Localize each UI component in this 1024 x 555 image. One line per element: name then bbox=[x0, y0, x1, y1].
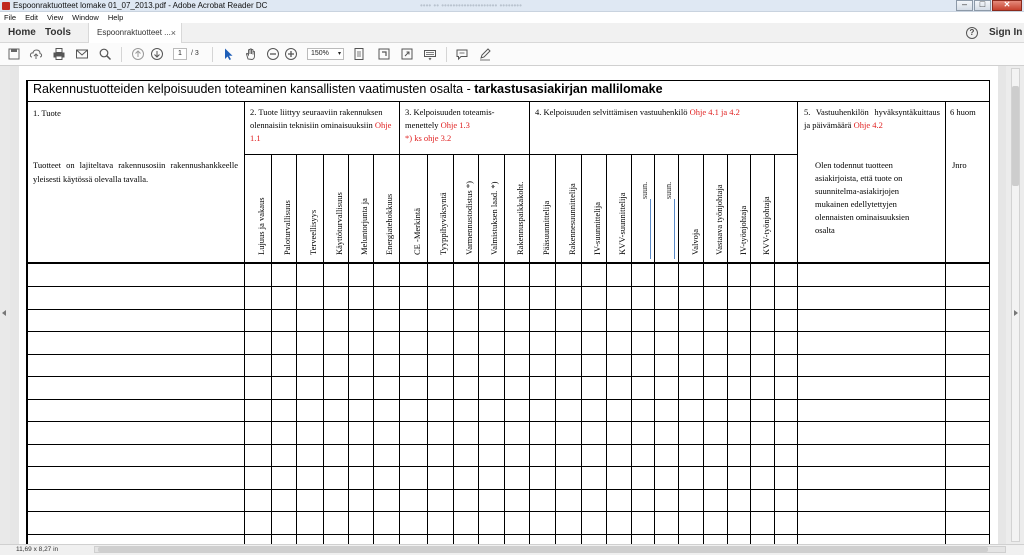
expand-left-panel-icon[interactable] bbox=[2, 310, 6, 316]
col4-label: IV-suunnittelija bbox=[591, 201, 602, 255]
row-line bbox=[27, 376, 990, 377]
row-line bbox=[27, 331, 990, 332]
col2-label: Käyttöturvallisuus bbox=[333, 192, 344, 255]
col4-label: suun. bbox=[664, 181, 673, 199]
menu-help[interactable]: Help bbox=[107, 13, 124, 22]
toolbar-separator bbox=[446, 47, 447, 62]
col3-label: Varmennustodistus *) bbox=[463, 181, 474, 255]
row-line bbox=[27, 444, 990, 445]
col2-label: Energiatehokkuus bbox=[383, 193, 394, 255]
col2-header bbox=[250, 106, 395, 145]
horizontal-scrollbar-thumb[interactable] bbox=[98, 547, 988, 552]
close-tab-icon[interactable]: × bbox=[170, 28, 176, 38]
col6-body: Jnro bbox=[952, 160, 967, 170]
col4-label: suun. bbox=[640, 181, 649, 199]
menu-view[interactable]: View bbox=[47, 13, 64, 22]
col4-label: Rakennesuunnittelija bbox=[566, 183, 577, 255]
header-divider-line bbox=[244, 154, 797, 155]
fit-page-icon[interactable] bbox=[352, 47, 366, 61]
col5-body: Olen todennut tuotteen asiakirjoista, että tuote on suunnitelma-asiakirjojen mukainen edellytettyjen olennaisten ominaisuuksien osalta bbox=[815, 160, 910, 235]
col5-header bbox=[804, 106, 940, 132]
acrobat-app-icon bbox=[2, 2, 10, 10]
vertical-scrollbar-thumb[interactable] bbox=[1012, 86, 1019, 186]
col1-header: 1. Tuote bbox=[33, 108, 61, 118]
column-divider bbox=[244, 102, 245, 544]
row-line bbox=[27, 421, 990, 422]
minimize-button[interactable] bbox=[956, 0, 973, 11]
menu-window[interactable]: Window bbox=[72, 13, 99, 22]
close-window-button[interactable] bbox=[992, 0, 1022, 11]
select-cursor-icon[interactable] bbox=[221, 47, 235, 61]
col3-header bbox=[405, 106, 525, 145]
full-screen-icon[interactable] bbox=[400, 47, 414, 61]
subcolumn-divider bbox=[654, 154, 655, 544]
frame-left-line bbox=[27, 80, 28, 544]
zoom-level-value: 150% bbox=[311, 50, 329, 57]
row-line bbox=[27, 489, 990, 490]
col5-header-text: 5. Vastuuhenkilön hyväksyntäkuittaus ja päivämäärä bbox=[804, 107, 940, 130]
save-icon[interactable] bbox=[7, 47, 21, 61]
maximize-button[interactable] bbox=[974, 0, 991, 11]
toolbar bbox=[0, 43, 1024, 66]
minimize-icon: – bbox=[961, 0, 967, 9]
close-icon: ✕ bbox=[1003, 0, 1011, 9]
col4-label: Vastaava työnjohtaja bbox=[713, 184, 724, 255]
column-divider bbox=[945, 102, 946, 544]
column-divider bbox=[529, 102, 530, 544]
menu-edit[interactable]: Edit bbox=[25, 13, 39, 22]
sign-pen-icon[interactable] bbox=[478, 47, 492, 61]
cloud-upload-icon[interactable] bbox=[29, 47, 43, 61]
comment-icon[interactable] bbox=[455, 47, 469, 61]
col3-label: Rakennuspaikkakoht. bbox=[514, 181, 525, 255]
col3-reference: Ohje 1.3 bbox=[438, 120, 470, 130]
col2-label: Terveellisyys bbox=[307, 209, 318, 255]
subcolumn-divider bbox=[678, 154, 679, 544]
frame-left-line-double bbox=[26, 80, 27, 544]
page-total: / 3 bbox=[191, 50, 199, 57]
tab-bar bbox=[0, 23, 1024, 43]
row-line bbox=[27, 309, 990, 310]
toolbar-separator bbox=[212, 47, 213, 62]
hand-tool-icon[interactable] bbox=[244, 47, 258, 61]
menu-bar bbox=[0, 12, 1024, 23]
column-divider bbox=[797, 102, 798, 544]
col5-reference: Ohje 4.2 bbox=[851, 120, 883, 130]
col4-header bbox=[535, 106, 795, 119]
row-line bbox=[27, 399, 990, 400]
col2-header-text: 2. Tuote liittyy seuraaviin rakennuksen olennaisiin teknisiin ominaisuuksiin bbox=[250, 107, 383, 130]
row-line bbox=[27, 466, 990, 467]
row-line bbox=[27, 286, 990, 287]
window-title: Espoonraktuotteet lomake 01_07_2013.pdf - Adobe Acrobat Reader DC bbox=[13, 1, 268, 10]
col2-label: Lujuus ja vakaus bbox=[255, 197, 266, 255]
col4-label: Valvoja bbox=[689, 229, 700, 255]
previous-page-icon[interactable] bbox=[131, 47, 145, 61]
blue-field-mark bbox=[674, 199, 675, 259]
col3-header-text: 3. Kelpoisuuden toteamis-menettely bbox=[405, 107, 495, 130]
col3-note: *) ks ohje 3.2 bbox=[405, 133, 452, 143]
keyboard-icon[interactable] bbox=[423, 47, 437, 61]
window-title-bar bbox=[0, 0, 1024, 12]
tab-document[interactable] bbox=[88, 23, 182, 43]
email-icon[interactable] bbox=[75, 47, 89, 61]
chevron-down-icon: ▾ bbox=[337, 51, 341, 57]
zoom-out-icon[interactable] bbox=[266, 47, 280, 61]
help-icon[interactable]: ? bbox=[966, 27, 978, 39]
col3-label: CE -Merkintä bbox=[411, 208, 422, 255]
menu-file[interactable]: File bbox=[4, 13, 17, 22]
blue-field-mark bbox=[650, 199, 651, 259]
col3-label: Valmistuksen laad. *) bbox=[488, 181, 499, 255]
col2-reference: Ohje 1.1 bbox=[250, 120, 392, 143]
col4-label: Pääsuunnittelija bbox=[540, 200, 551, 255]
toolbar-separator bbox=[121, 47, 122, 62]
col4-label: IV-työnjohtaja bbox=[737, 205, 748, 255]
sign-in-link[interactable]: Sign In bbox=[989, 27, 1023, 38]
rotate-icon[interactable] bbox=[377, 47, 391, 61]
next-page-icon[interactable] bbox=[150, 47, 164, 61]
column-divider bbox=[399, 102, 400, 544]
frame-right-line bbox=[989, 80, 990, 544]
tab-document-label: Espoonraktuotteet ... bbox=[97, 28, 171, 37]
row-line bbox=[27, 354, 990, 355]
document-viewport bbox=[0, 66, 1024, 544]
tab-tools[interactable]: Tools bbox=[45, 27, 71, 38]
col4-label: KVV-suunnittelija bbox=[616, 192, 627, 255]
form-title-regular: Rakennustuotteiden kelpoisuuden toteaminen kansallisten vaatimusten osalta - bbox=[33, 82, 475, 96]
print-icon[interactable] bbox=[52, 47, 66, 61]
row-line bbox=[27, 534, 990, 535]
search-icon[interactable] bbox=[98, 47, 112, 61]
col6-header: 6 huom bbox=[950, 107, 976, 117]
page-number-input[interactable]: 1 bbox=[173, 48, 187, 60]
row-line bbox=[27, 511, 990, 512]
col4-reference: Ohje 4.1 ja 4.2 bbox=[687, 107, 740, 117]
pdf-page bbox=[19, 66, 998, 544]
tab-home[interactable]: Home bbox=[8, 27, 36, 38]
form-title bbox=[33, 82, 663, 96]
page-dimensions: 11,69 x 8,27 in bbox=[16, 546, 59, 553]
col1-body: Tuotteet on lajiteltava rakennusosiin rakennushankkeelle yleisesti käytössä olevalla tavalla. bbox=[33, 160, 238, 184]
zoom-in-icon[interactable] bbox=[284, 47, 298, 61]
window-title-ghost: •••• •• •••••••••••••••••••• •••••••• bbox=[420, 1, 522, 10]
title-divider-line bbox=[27, 101, 990, 102]
maximize-icon: □ bbox=[979, 0, 986, 9]
col4-header-text: 4. Kelpoisuuden selvittämisen vastuuhenkilö bbox=[535, 107, 688, 117]
col2-label: Paloturvallisuus bbox=[281, 200, 292, 255]
frame-top-line bbox=[27, 80, 990, 81]
header-bottom-thick-line bbox=[27, 262, 990, 264]
col3-label: Tyyppihyväksyntä bbox=[437, 192, 448, 255]
expand-right-panel-icon[interactable] bbox=[1014, 310, 1018, 316]
col2-label: Meluntorjunta ja bbox=[358, 198, 369, 255]
left-panel-gutter bbox=[0, 66, 10, 544]
form-title-bold: tarkastusasiakirjan mallilomake bbox=[474, 82, 663, 96]
col4-label: KVV-työnjohtaja bbox=[760, 196, 771, 255]
zoom-level-select[interactable] bbox=[307, 48, 344, 60]
